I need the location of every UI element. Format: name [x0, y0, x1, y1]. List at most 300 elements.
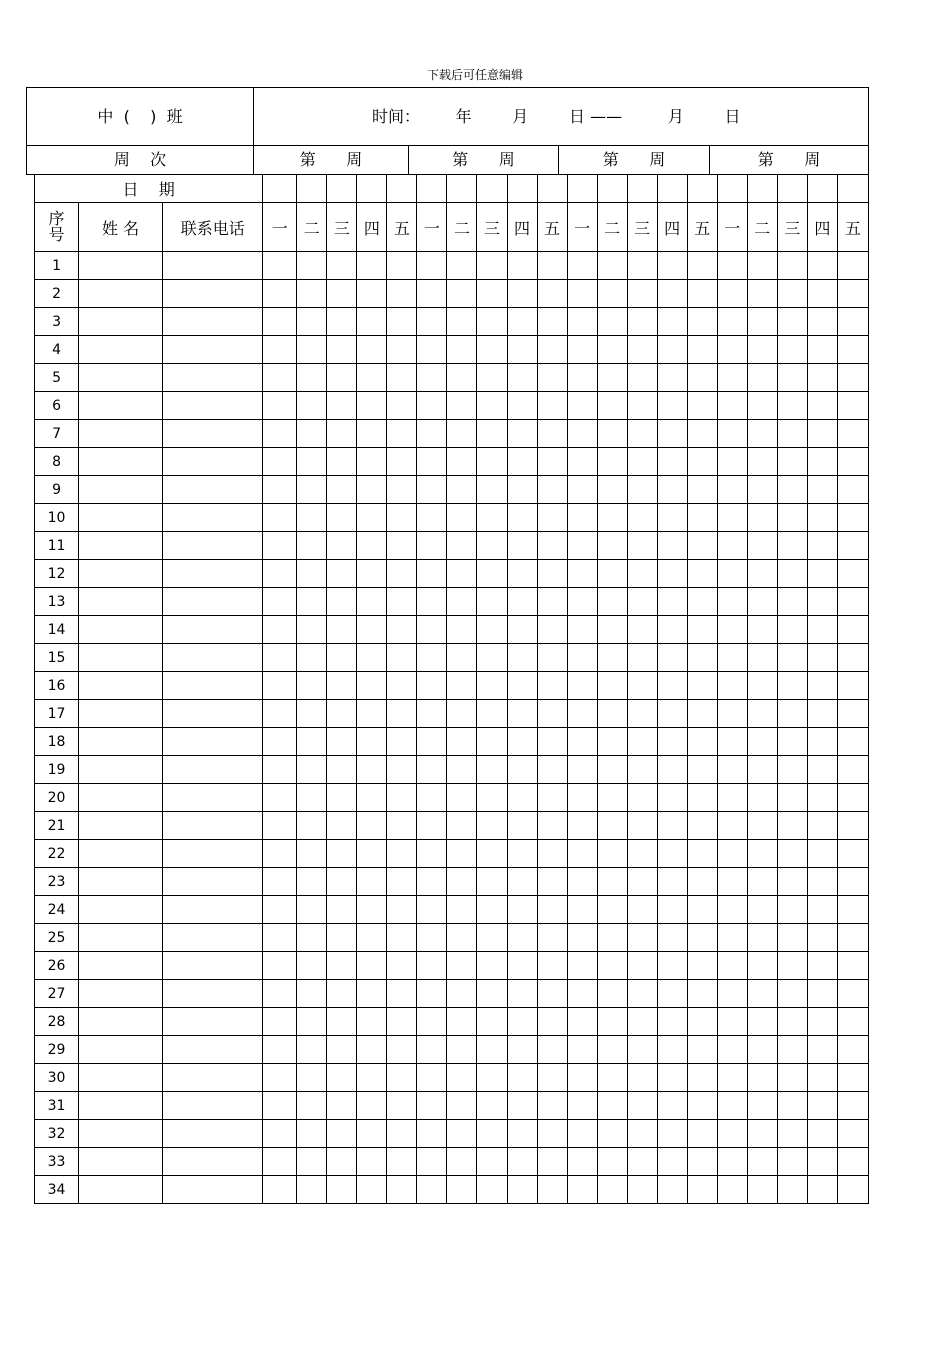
attendance-cell[interactable] [263, 560, 297, 588]
attendance-cell[interactable] [807, 1148, 837, 1176]
attendance-cell[interactable] [417, 560, 447, 588]
attendance-cell[interactable] [627, 1064, 657, 1092]
attendance-cell[interactable] [687, 700, 717, 728]
date-cell[interactable] [597, 175, 627, 203]
attendance-cell[interactable] [537, 504, 567, 532]
attendance-cell[interactable] [263, 812, 297, 840]
name-cell[interactable] [79, 700, 163, 728]
phone-cell[interactable] [163, 1148, 263, 1176]
attendance-cell[interactable] [387, 1092, 417, 1120]
date-cell[interactable] [417, 175, 447, 203]
attendance-cell[interactable] [657, 392, 687, 420]
attendance-cell[interactable] [747, 420, 777, 448]
attendance-cell[interactable] [507, 1092, 537, 1120]
attendance-cell[interactable] [597, 1036, 627, 1064]
attendance-cell[interactable] [507, 644, 537, 672]
attendance-cell[interactable] [357, 1064, 387, 1092]
attendance-cell[interactable] [537, 616, 567, 644]
attendance-cell[interactable] [597, 644, 627, 672]
attendance-cell[interactable] [717, 252, 747, 280]
name-cell[interactable] [79, 952, 163, 980]
attendance-cell[interactable] [837, 448, 868, 476]
name-cell[interactable] [79, 784, 163, 812]
attendance-cell[interactable] [807, 532, 837, 560]
attendance-cell[interactable] [477, 532, 507, 560]
phone-cell[interactable] [163, 1176, 263, 1204]
phone-cell[interactable] [163, 252, 263, 280]
phone-cell[interactable] [163, 1008, 263, 1036]
attendance-cell[interactable] [657, 616, 687, 644]
attendance-cell[interactable] [507, 756, 537, 784]
attendance-cell[interactable] [657, 896, 687, 924]
attendance-cell[interactable] [747, 1148, 777, 1176]
attendance-cell[interactable] [507, 616, 537, 644]
attendance-cell[interactable] [627, 448, 657, 476]
attendance-cell[interactable] [327, 476, 357, 504]
attendance-cell[interactable] [447, 672, 477, 700]
attendance-cell[interactable] [327, 812, 357, 840]
attendance-cell[interactable] [417, 896, 447, 924]
attendance-cell[interactable] [447, 1064, 477, 1092]
attendance-cell[interactable] [297, 868, 327, 896]
attendance-cell[interactable] [327, 728, 357, 756]
attendance-cell[interactable] [597, 336, 627, 364]
attendance-cell[interactable] [447, 1148, 477, 1176]
attendance-cell[interactable] [747, 700, 777, 728]
phone-cell[interactable] [163, 728, 263, 756]
phone-cell[interactable] [163, 420, 263, 448]
attendance-cell[interactable] [567, 728, 597, 756]
attendance-cell[interactable] [807, 252, 837, 280]
attendance-cell[interactable] [477, 1120, 507, 1148]
attendance-cell[interactable] [597, 728, 627, 756]
attendance-cell[interactable] [477, 616, 507, 644]
attendance-cell[interactable] [627, 420, 657, 448]
phone-cell[interactable] [163, 1120, 263, 1148]
name-cell[interactable] [79, 1148, 163, 1176]
phone-cell[interactable] [163, 280, 263, 308]
attendance-cell[interactable] [627, 1008, 657, 1036]
attendance-cell[interactable] [687, 952, 717, 980]
attendance-cell[interactable] [777, 364, 807, 392]
attendance-cell[interactable] [537, 728, 567, 756]
attendance-cell[interactable] [507, 448, 537, 476]
attendance-cell[interactable] [717, 672, 747, 700]
attendance-cell[interactable] [747, 1036, 777, 1064]
attendance-cell[interactable] [387, 784, 417, 812]
name-cell[interactable] [79, 1008, 163, 1036]
attendance-cell[interactable] [747, 336, 777, 364]
attendance-cell[interactable] [657, 336, 687, 364]
attendance-cell[interactable] [357, 952, 387, 980]
phone-cell[interactable] [163, 476, 263, 504]
attendance-cell[interactable] [263, 252, 297, 280]
attendance-cell[interactable] [263, 1148, 297, 1176]
attendance-cell[interactable] [297, 280, 327, 308]
attendance-cell[interactable] [657, 364, 687, 392]
attendance-cell[interactable] [537, 924, 567, 952]
attendance-cell[interactable] [657, 784, 687, 812]
attendance-cell[interactable] [657, 588, 687, 616]
attendance-cell[interactable] [807, 280, 837, 308]
attendance-cell[interactable] [447, 896, 477, 924]
attendance-cell[interactable] [417, 868, 447, 896]
attendance-cell[interactable] [777, 756, 807, 784]
attendance-cell[interactable] [417, 364, 447, 392]
attendance-cell[interactable] [263, 1092, 297, 1120]
attendance-cell[interactable] [627, 896, 657, 924]
attendance-cell[interactable] [687, 336, 717, 364]
attendance-cell[interactable] [597, 532, 627, 560]
attendance-cell[interactable] [297, 644, 327, 672]
attendance-cell[interactable] [477, 336, 507, 364]
attendance-cell[interactable] [837, 952, 868, 980]
attendance-cell[interactable] [477, 812, 507, 840]
attendance-cell[interactable] [263, 952, 297, 980]
attendance-cell[interactable] [507, 308, 537, 336]
attendance-cell[interactable] [297, 504, 327, 532]
attendance-cell[interactable] [357, 896, 387, 924]
phone-cell[interactable] [163, 896, 263, 924]
attendance-cell[interactable] [597, 616, 627, 644]
attendance-cell[interactable] [747, 588, 777, 616]
attendance-cell[interactable] [357, 616, 387, 644]
attendance-cell[interactable] [417, 1064, 447, 1092]
phone-cell[interactable] [163, 448, 263, 476]
attendance-cell[interactable] [567, 980, 597, 1008]
attendance-cell[interactable] [327, 868, 357, 896]
attendance-cell[interactable] [357, 728, 387, 756]
attendance-cell[interactable] [417, 532, 447, 560]
attendance-cell[interactable] [263, 364, 297, 392]
attendance-cell[interactable] [717, 420, 747, 448]
attendance-cell[interactable] [507, 840, 537, 868]
attendance-cell[interactable] [477, 476, 507, 504]
attendance-cell[interactable] [357, 336, 387, 364]
attendance-cell[interactable] [297, 364, 327, 392]
attendance-cell[interactable] [837, 364, 868, 392]
attendance-cell[interactable] [567, 280, 597, 308]
attendance-cell[interactable] [507, 504, 537, 532]
attendance-cell[interactable] [327, 560, 357, 588]
name-cell[interactable] [79, 644, 163, 672]
attendance-cell[interactable] [263, 308, 297, 336]
attendance-cell[interactable] [627, 700, 657, 728]
attendance-cell[interactable] [747, 728, 777, 756]
attendance-cell[interactable] [263, 392, 297, 420]
attendance-cell[interactable] [657, 952, 687, 980]
attendance-cell[interactable] [627, 1148, 657, 1176]
attendance-cell[interactable] [263, 896, 297, 924]
phone-cell[interactable] [163, 560, 263, 588]
attendance-cell[interactable] [807, 1176, 837, 1204]
attendance-cell[interactable] [263, 700, 297, 728]
attendance-cell[interactable] [537, 560, 567, 588]
attendance-cell[interactable] [717, 1036, 747, 1064]
attendance-cell[interactable] [387, 280, 417, 308]
attendance-cell[interactable] [357, 784, 387, 812]
attendance-cell[interactable] [627, 840, 657, 868]
name-cell[interactable] [79, 280, 163, 308]
date-cell[interactable] [357, 175, 387, 203]
attendance-cell[interactable] [447, 252, 477, 280]
name-cell[interactable] [79, 1176, 163, 1204]
attendance-cell[interactable] [657, 1064, 687, 1092]
attendance-cell[interactable] [837, 896, 868, 924]
attendance-cell[interactable] [263, 980, 297, 1008]
attendance-cell[interactable] [807, 896, 837, 924]
date-cell[interactable] [327, 175, 357, 203]
name-cell[interactable] [79, 364, 163, 392]
attendance-cell[interactable] [567, 1148, 597, 1176]
attendance-cell[interactable] [417, 1008, 447, 1036]
attendance-cell[interactable] [327, 532, 357, 560]
attendance-cell[interactable] [477, 448, 507, 476]
attendance-cell[interactable] [297, 420, 327, 448]
attendance-cell[interactable] [417, 616, 447, 644]
attendance-cell[interactable] [447, 364, 477, 392]
attendance-cell[interactable] [447, 840, 477, 868]
attendance-cell[interactable] [477, 980, 507, 1008]
attendance-cell[interactable] [777, 588, 807, 616]
attendance-cell[interactable] [597, 420, 627, 448]
phone-cell[interactable] [163, 672, 263, 700]
attendance-cell[interactable] [447, 1036, 477, 1064]
attendance-cell[interactable] [807, 1036, 837, 1064]
attendance-cell[interactable] [357, 672, 387, 700]
attendance-cell[interactable] [387, 308, 417, 336]
attendance-cell[interactable] [297, 728, 327, 756]
date-cell[interactable] [687, 175, 717, 203]
attendance-cell[interactable] [567, 392, 597, 420]
attendance-cell[interactable] [777, 644, 807, 672]
attendance-cell[interactable] [687, 392, 717, 420]
attendance-cell[interactable] [747, 280, 777, 308]
attendance-cell[interactable] [747, 308, 777, 336]
attendance-cell[interactable] [747, 1064, 777, 1092]
attendance-cell[interactable] [657, 1036, 687, 1064]
attendance-cell[interactable] [687, 644, 717, 672]
phone-cell[interactable] [163, 756, 263, 784]
attendance-cell[interactable] [747, 364, 777, 392]
attendance-cell[interactable] [807, 952, 837, 980]
attendance-cell[interactable] [387, 728, 417, 756]
attendance-cell[interactable] [717, 280, 747, 308]
attendance-cell[interactable] [627, 476, 657, 504]
attendance-cell[interactable] [387, 812, 417, 840]
attendance-cell[interactable] [747, 672, 777, 700]
attendance-cell[interactable] [777, 560, 807, 588]
attendance-cell[interactable] [447, 308, 477, 336]
attendance-cell[interactable] [387, 364, 417, 392]
phone-cell[interactable] [163, 392, 263, 420]
name-cell[interactable] [79, 980, 163, 1008]
attendance-cell[interactable] [567, 420, 597, 448]
attendance-cell[interactable] [567, 756, 597, 784]
attendance-cell[interactable] [807, 336, 837, 364]
attendance-cell[interactable] [777, 728, 807, 756]
phone-cell[interactable] [163, 980, 263, 1008]
attendance-cell[interactable] [263, 672, 297, 700]
attendance-cell[interactable] [687, 616, 717, 644]
attendance-cell[interactable] [597, 364, 627, 392]
attendance-cell[interactable] [687, 728, 717, 756]
attendance-cell[interactable] [687, 280, 717, 308]
attendance-cell[interactable] [477, 1064, 507, 1092]
attendance-cell[interactable] [687, 812, 717, 840]
attendance-cell[interactable] [327, 980, 357, 1008]
attendance-cell[interactable] [837, 784, 868, 812]
attendance-cell[interactable] [297, 308, 327, 336]
attendance-cell[interactable] [477, 952, 507, 980]
attendance-cell[interactable] [327, 616, 357, 644]
attendance-cell[interactable] [417, 644, 447, 672]
attendance-cell[interactable] [417, 812, 447, 840]
attendance-cell[interactable] [327, 924, 357, 952]
attendance-cell[interactable] [837, 1148, 868, 1176]
phone-cell[interactable] [163, 532, 263, 560]
attendance-cell[interactable] [447, 560, 477, 588]
attendance-cell[interactable] [567, 1064, 597, 1092]
attendance-cell[interactable] [567, 1008, 597, 1036]
attendance-cell[interactable] [507, 868, 537, 896]
attendance-cell[interactable] [657, 504, 687, 532]
attendance-cell[interactable] [357, 392, 387, 420]
attendance-cell[interactable] [477, 364, 507, 392]
attendance-cell[interactable] [357, 1176, 387, 1204]
attendance-cell[interactable] [477, 420, 507, 448]
attendance-cell[interactable] [717, 756, 747, 784]
attendance-cell[interactable] [837, 980, 868, 1008]
attendance-cell[interactable] [777, 420, 807, 448]
attendance-cell[interactable] [627, 784, 657, 812]
attendance-cell[interactable] [477, 392, 507, 420]
date-cell[interactable] [263, 175, 297, 203]
attendance-cell[interactable] [627, 532, 657, 560]
attendance-cell[interactable] [507, 784, 537, 812]
attendance-cell[interactable] [537, 756, 567, 784]
name-cell[interactable] [79, 756, 163, 784]
attendance-cell[interactable] [263, 1064, 297, 1092]
attendance-cell[interactable] [747, 476, 777, 504]
attendance-cell[interactable] [627, 392, 657, 420]
attendance-cell[interactable] [537, 644, 567, 672]
attendance-cell[interactable] [807, 588, 837, 616]
attendance-cell[interactable] [417, 952, 447, 980]
attendance-cell[interactable] [327, 252, 357, 280]
attendance-cell[interactable] [717, 392, 747, 420]
attendance-cell[interactable] [297, 812, 327, 840]
attendance-cell[interactable] [717, 1176, 747, 1204]
attendance-cell[interactable] [263, 336, 297, 364]
name-cell[interactable] [79, 924, 163, 952]
attendance-cell[interactable] [657, 1148, 687, 1176]
attendance-cell[interactable] [597, 588, 627, 616]
attendance-cell[interactable] [597, 840, 627, 868]
name-cell[interactable] [79, 728, 163, 756]
attendance-cell[interactable] [777, 1120, 807, 1148]
attendance-cell[interactable] [537, 1176, 567, 1204]
date-cell[interactable] [627, 175, 657, 203]
attendance-cell[interactable] [447, 700, 477, 728]
attendance-cell[interactable] [837, 280, 868, 308]
attendance-cell[interactable] [807, 448, 837, 476]
attendance-cell[interactable] [837, 868, 868, 896]
attendance-cell[interactable] [447, 616, 477, 644]
attendance-cell[interactable] [387, 644, 417, 672]
attendance-cell[interactable] [387, 1008, 417, 1036]
phone-cell[interactable] [163, 308, 263, 336]
attendance-cell[interactable] [687, 980, 717, 1008]
attendance-cell[interactable] [537, 588, 567, 616]
phone-cell[interactable] [163, 840, 263, 868]
attendance-cell[interactable] [837, 1064, 868, 1092]
attendance-cell[interactable] [297, 532, 327, 560]
attendance-cell[interactable] [657, 980, 687, 1008]
attendance-cell[interactable] [627, 588, 657, 616]
attendance-cell[interactable] [807, 616, 837, 644]
attendance-cell[interactable] [597, 448, 627, 476]
attendance-cell[interactable] [417, 308, 447, 336]
attendance-cell[interactable] [627, 280, 657, 308]
attendance-cell[interactable] [777, 924, 807, 952]
attendance-cell[interactable] [687, 1064, 717, 1092]
attendance-cell[interactable] [567, 252, 597, 280]
attendance-cell[interactable] [447, 1092, 477, 1120]
attendance-cell[interactable] [627, 616, 657, 644]
attendance-cell[interactable] [327, 336, 357, 364]
attendance-cell[interactable] [567, 896, 597, 924]
attendance-cell[interactable] [327, 784, 357, 812]
attendance-cell[interactable] [777, 308, 807, 336]
attendance-cell[interactable] [687, 560, 717, 588]
attendance-cell[interactable] [597, 252, 627, 280]
attendance-cell[interactable] [747, 392, 777, 420]
attendance-cell[interactable] [567, 616, 597, 644]
attendance-cell[interactable] [507, 532, 537, 560]
attendance-cell[interactable] [597, 1008, 627, 1036]
attendance-cell[interactable] [837, 672, 868, 700]
attendance-cell[interactable] [387, 896, 417, 924]
attendance-cell[interactable] [477, 280, 507, 308]
attendance-cell[interactable] [297, 1176, 327, 1204]
attendance-cell[interactable] [327, 504, 357, 532]
attendance-cell[interactable] [687, 672, 717, 700]
attendance-cell[interactable] [657, 252, 687, 280]
attendance-cell[interactable] [507, 476, 537, 504]
attendance-cell[interactable] [717, 616, 747, 644]
attendance-cell[interactable] [777, 1092, 807, 1120]
attendance-cell[interactable] [537, 280, 567, 308]
attendance-cell[interactable] [357, 532, 387, 560]
attendance-cell[interactable] [537, 420, 567, 448]
attendance-cell[interactable] [297, 980, 327, 1008]
attendance-cell[interactable] [263, 448, 297, 476]
attendance-cell[interactable] [387, 560, 417, 588]
attendance-cell[interactable] [507, 952, 537, 980]
attendance-cell[interactable] [597, 308, 627, 336]
attendance-cell[interactable] [263, 588, 297, 616]
attendance-cell[interactable] [657, 700, 687, 728]
attendance-cell[interactable] [837, 700, 868, 728]
attendance-cell[interactable] [447, 980, 477, 1008]
attendance-cell[interactable] [263, 280, 297, 308]
name-cell[interactable] [79, 1064, 163, 1092]
attendance-cell[interactable] [477, 1008, 507, 1036]
attendance-cell[interactable] [417, 1176, 447, 1204]
attendance-cell[interactable] [807, 1120, 837, 1148]
attendance-cell[interactable] [777, 812, 807, 840]
